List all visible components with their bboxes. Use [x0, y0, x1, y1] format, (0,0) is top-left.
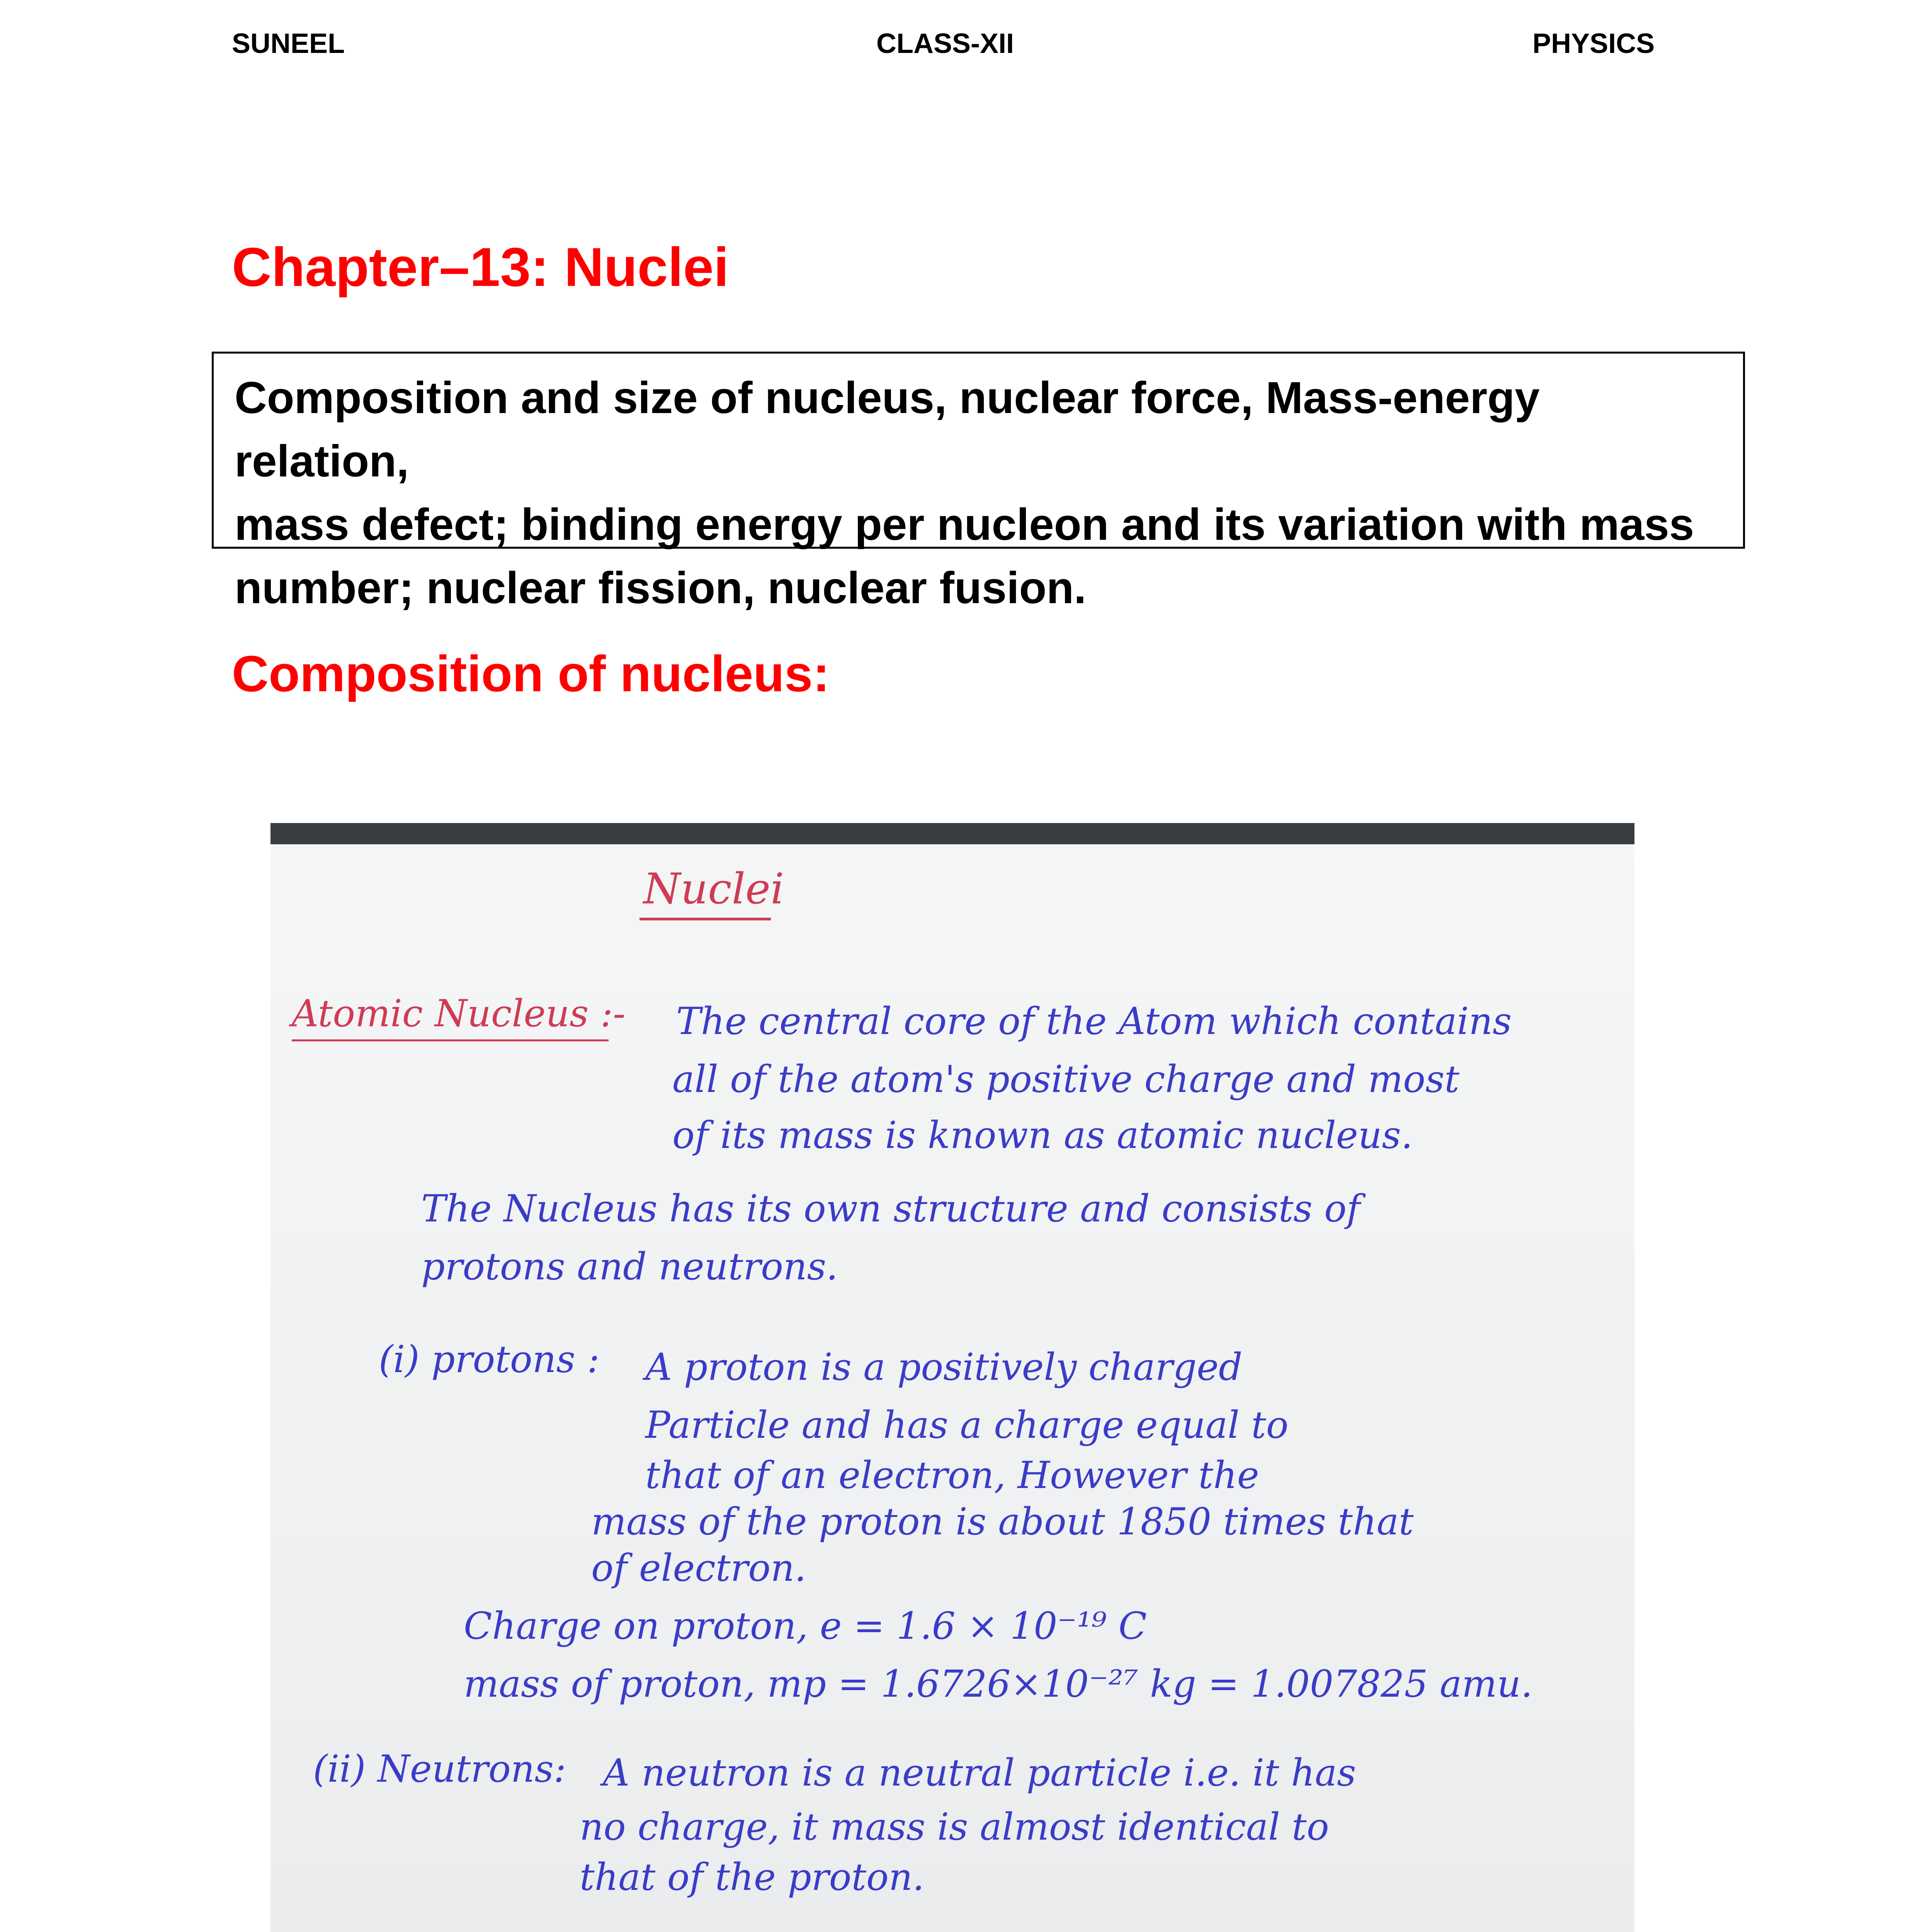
protons-line: mass of the proton is about 1850 times that — [591, 1500, 1414, 1543]
protons-line: that of an electron, However the — [645, 1454, 1259, 1497]
structure-line: protons and neutrons. — [421, 1245, 838, 1288]
header-center: CLASS-XII — [876, 28, 1014, 59]
header-left: SUNEEL — [232, 28, 345, 59]
proton-charge: Charge on proton, e = 1.6 × 10⁻¹⁹ C — [464, 1604, 1147, 1648]
syllabus-line: Composition and size of nucleus, nuclear force, Mass-energy relation, — [235, 372, 1540, 486]
neutrons-line: that of the proton. — [580, 1855, 925, 1899]
syllabus-line: mass defect; binding energy per nucleon and its variation with mass — [235, 499, 1694, 549]
section-title: Composition of nucleus: — [232, 645, 830, 702]
neutrons-label: (ii) Neutrons: — [313, 1747, 566, 1791]
photo-top-edge — [270, 823, 1634, 844]
structure-line: The Nucleus has its own structure and consists of — [421, 1187, 1361, 1230]
atomic-nucleus-label: Atomic Nucleus :- — [292, 992, 626, 1035]
syllabus-box — [212, 352, 1745, 613]
header-right: PHYSICS — [1532, 28, 1655, 59]
heading-underline — [639, 918, 771, 920]
protons-line: Particle and has a charge equal to — [645, 1403, 1289, 1447]
handwritten-notes-photo — [270, 823, 1634, 1932]
neutrons-line: no charge, it mass is almost identical to — [580, 1805, 1329, 1849]
protons-line: of electron. — [591, 1546, 806, 1590]
syllabus-line: number; nuclear fission, nuclear fusion. — [235, 563, 1087, 613]
neutrons-line: A neutron is a neutral particle i.e. it has — [603, 1751, 1356, 1794]
protons-line: A proton is a positively charged — [645, 1345, 1243, 1389]
atomic-nucleus-line: of its mass is known as atomic nucleus. — [672, 1114, 1413, 1157]
proton-mass: mass of proton, mp = 1.6726×10⁻²⁷ kg = 1.007825 amu. — [464, 1662, 1533, 1706]
atomic-nucleus-line: The central core of the Atom which contains — [676, 1000, 1512, 1043]
atomic-nucleus-underline — [292, 1039, 609, 1041]
chapter-title: Chapter–13: Nuclei — [232, 236, 729, 298]
protons-label: (i) protons : — [379, 1338, 600, 1381]
notes-heading: Nuclei — [643, 864, 784, 913]
atomic-nucleus-line: all of the atom's positive charge and most — [672, 1058, 1459, 1101]
